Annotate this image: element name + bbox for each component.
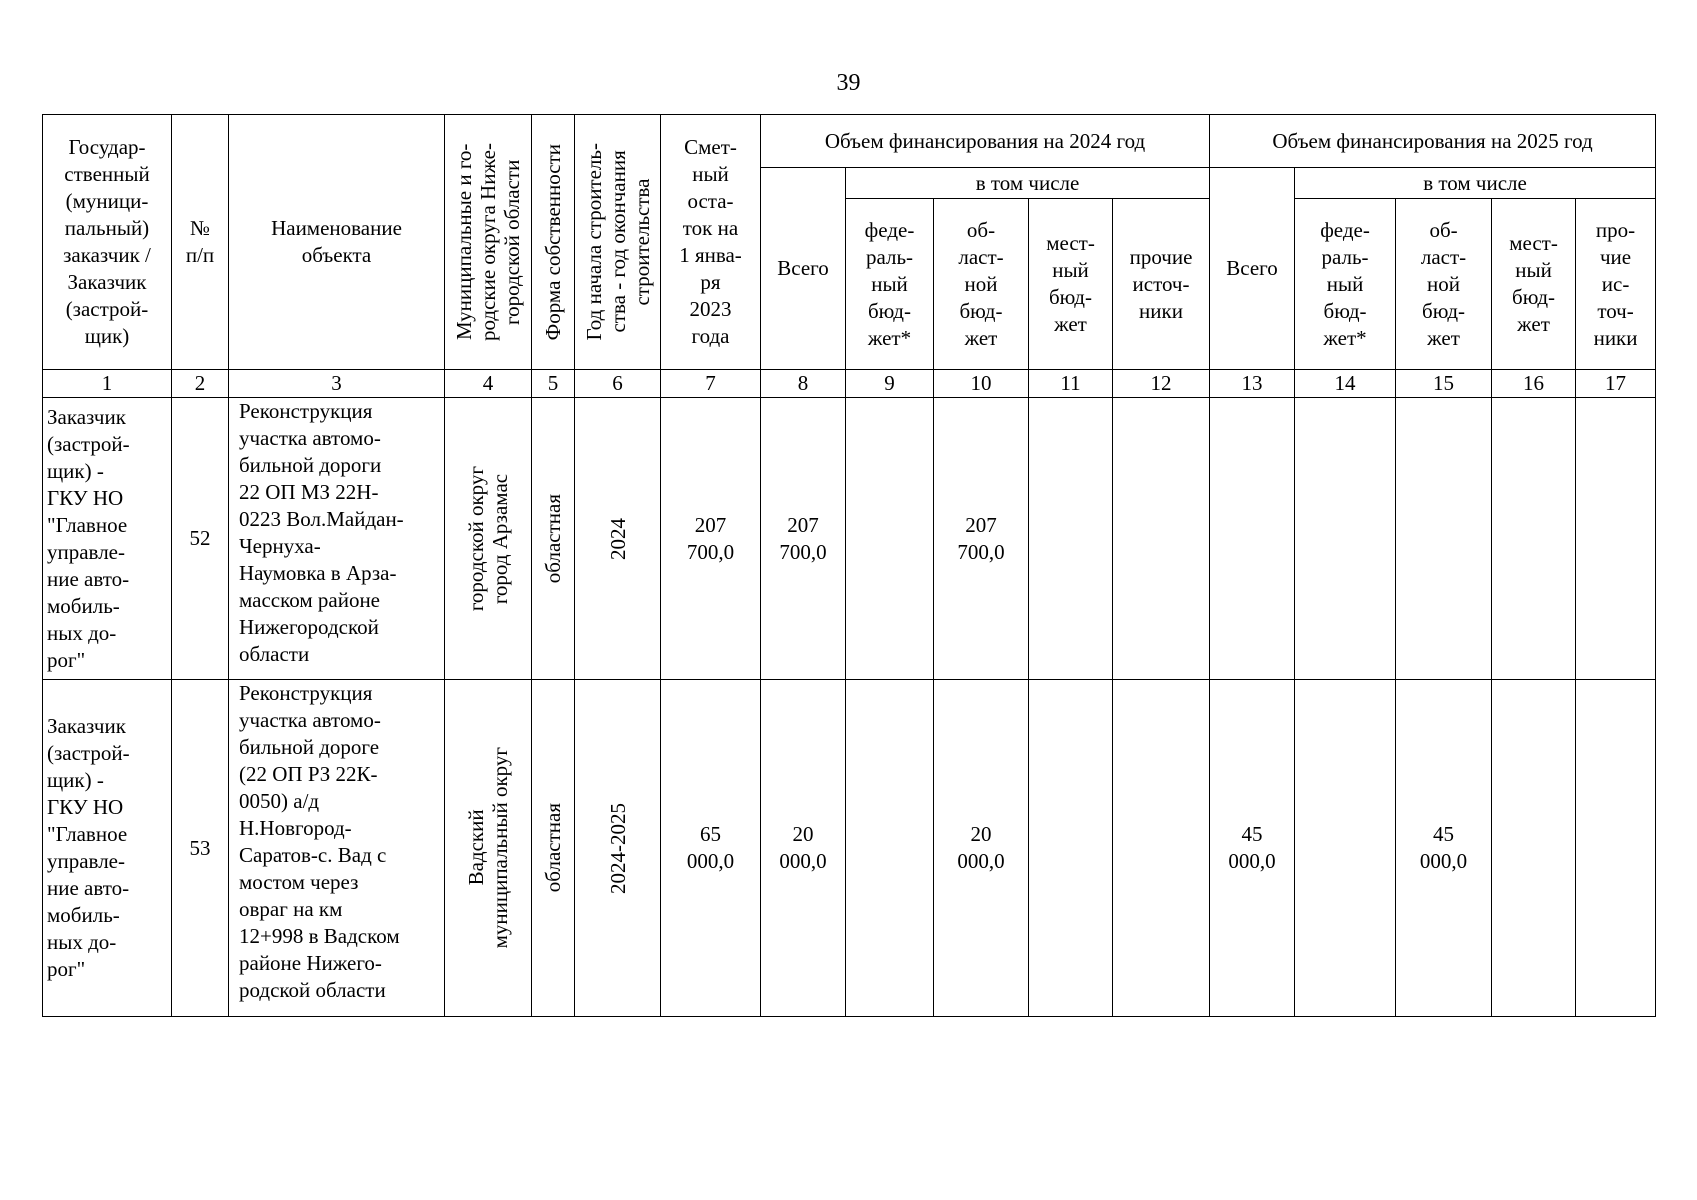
local-2024-cell [1029,398,1113,680]
column-number: 11 [1029,370,1113,398]
regional-2025-cell [1396,398,1492,680]
header-local-2025: мест- ный бюд- жет [1492,199,1576,370]
header-federal-2024: феде- раль- ный бюд- жет* [846,199,934,370]
object-name-cell: Реконструкция участка автомо- бильной дороге (22 ОП РЗ 22К- 0050) а/д Н.Новгород- Саратов-с. Вад с мостом через овраг на км 12+998 в Вадском районе Нижего- родской области [229,680,445,1017]
customer-cell: Заказчик (застрой- щик) - ГКУ НО "Главное управле- ние авто- мобиль- ных до- рог" [43,680,172,1017]
years-cell: 2024 [575,398,661,680]
header-ownership: Форма собственности [532,115,575,370]
column-number: 4 [445,370,532,398]
other-2025-cell [1576,398,1656,680]
column-number: 13 [1210,370,1295,398]
financing-table [42,114,1656,1017]
header-local-2024: мест- ный бюд- жет [1029,199,1113,370]
header-funding-2024: Объем финансирования на 2024 год [761,115,1210,168]
column-numbers-row [43,370,1656,398]
header-object-name: Наименование объекта [229,115,445,370]
municipality-cell: городской округ город Арзамас [445,398,532,680]
column-number: 1 [43,370,172,398]
municipality-cell: Вадский муниципальный округ [445,680,532,1017]
table-row [43,680,1656,1017]
other-2024-cell [1113,680,1210,1017]
estimate-balance-cell: 65 000,0 [661,680,761,1017]
header-years: Год начала строитель- ства - год окончания строительства [575,115,661,370]
header-regional-2025: об- ласт- ной бюд- жет [1396,199,1492,370]
number-cell: 53 [172,680,229,1017]
local-2024-cell [1029,680,1113,1017]
column-number: 10 [934,370,1029,398]
table-row [43,398,1656,680]
federal-2025-cell [1295,680,1396,1017]
total-2025-cell [1210,398,1295,680]
header-row-1 [43,115,1656,168]
column-number: 2 [172,370,229,398]
object-name-cell: Реконструкция участка автомо- бильной дороги 22 ОП МЗ 22Н- 0223 Вол.Майдан- Чернуха- Наумовка в Арза- масском районе Нижегородской области [229,398,445,680]
header-regional-2024: об- ласт- ной бюд- жет [934,199,1029,370]
column-number: 15 [1396,370,1492,398]
other-2025-cell [1576,680,1656,1017]
header-including-2025: в том числе [1295,168,1656,199]
column-number: 17 [1576,370,1656,398]
header-other-2024: прочие источ- ники [1113,199,1210,370]
regional-2024-cell: 20 000,0 [934,680,1029,1017]
regional-2024-cell: 207 700,0 [934,398,1029,680]
header-federal-2025: феде- раль- ный бюд- жет* [1295,199,1396,370]
header-customer: Государ- ственный (муници- пальный) заказчик / Заказчик (застрой- щик) [43,115,172,370]
column-number: 12 [1113,370,1210,398]
header-including-2024: в том числе [846,168,1210,199]
years-cell: 2024-2025 [575,680,661,1017]
column-number: 5 [532,370,575,398]
header-number: № п/п [172,115,229,370]
header-total-2025: Всего [1210,168,1295,370]
total-2024-cell: 20 000,0 [761,680,846,1017]
federal-2024-cell [846,398,934,680]
ownership-cell: областная [532,680,575,1017]
local-2025-cell [1492,398,1576,680]
column-number: 3 [229,370,445,398]
number-cell: 52 [172,398,229,680]
column-number: 8 [761,370,846,398]
ownership-cell: областная [532,398,575,680]
page-number: 39 [836,70,861,96]
estimate-balance-cell: 207 700,0 [661,398,761,680]
total-2025-cell: 45 000,0 [1210,680,1295,1017]
header-estimate-balance: Смет- ный оста- ток на 1 янва- ря 2023 года [661,115,761,370]
other-2024-cell [1113,398,1210,680]
header-municipality: Муниципальные и го- родские округа Ниже- городской области [445,115,532,370]
total-2024-cell: 207 700,0 [761,398,846,680]
federal-2024-cell [846,680,934,1017]
column-number: 6 [575,370,661,398]
federal-2025-cell [1295,398,1396,680]
regional-2025-cell: 45 000,0 [1396,680,1492,1017]
column-number: 14 [1295,370,1396,398]
local-2025-cell [1492,680,1576,1017]
header-funding-2025: Объем финансирования на 2025 год [1210,115,1656,168]
customer-cell: Заказчик (застрой- щик) - ГКУ НО "Главное управле- ние авто- мобиль- ных до- рог" [43,398,172,680]
column-number: 7 [661,370,761,398]
header-total-2024: Всего [761,168,846,370]
header-other-2025: про- чие ис- точ- ники [1576,199,1656,370]
column-number: 16 [1492,370,1576,398]
column-number: 9 [846,370,934,398]
